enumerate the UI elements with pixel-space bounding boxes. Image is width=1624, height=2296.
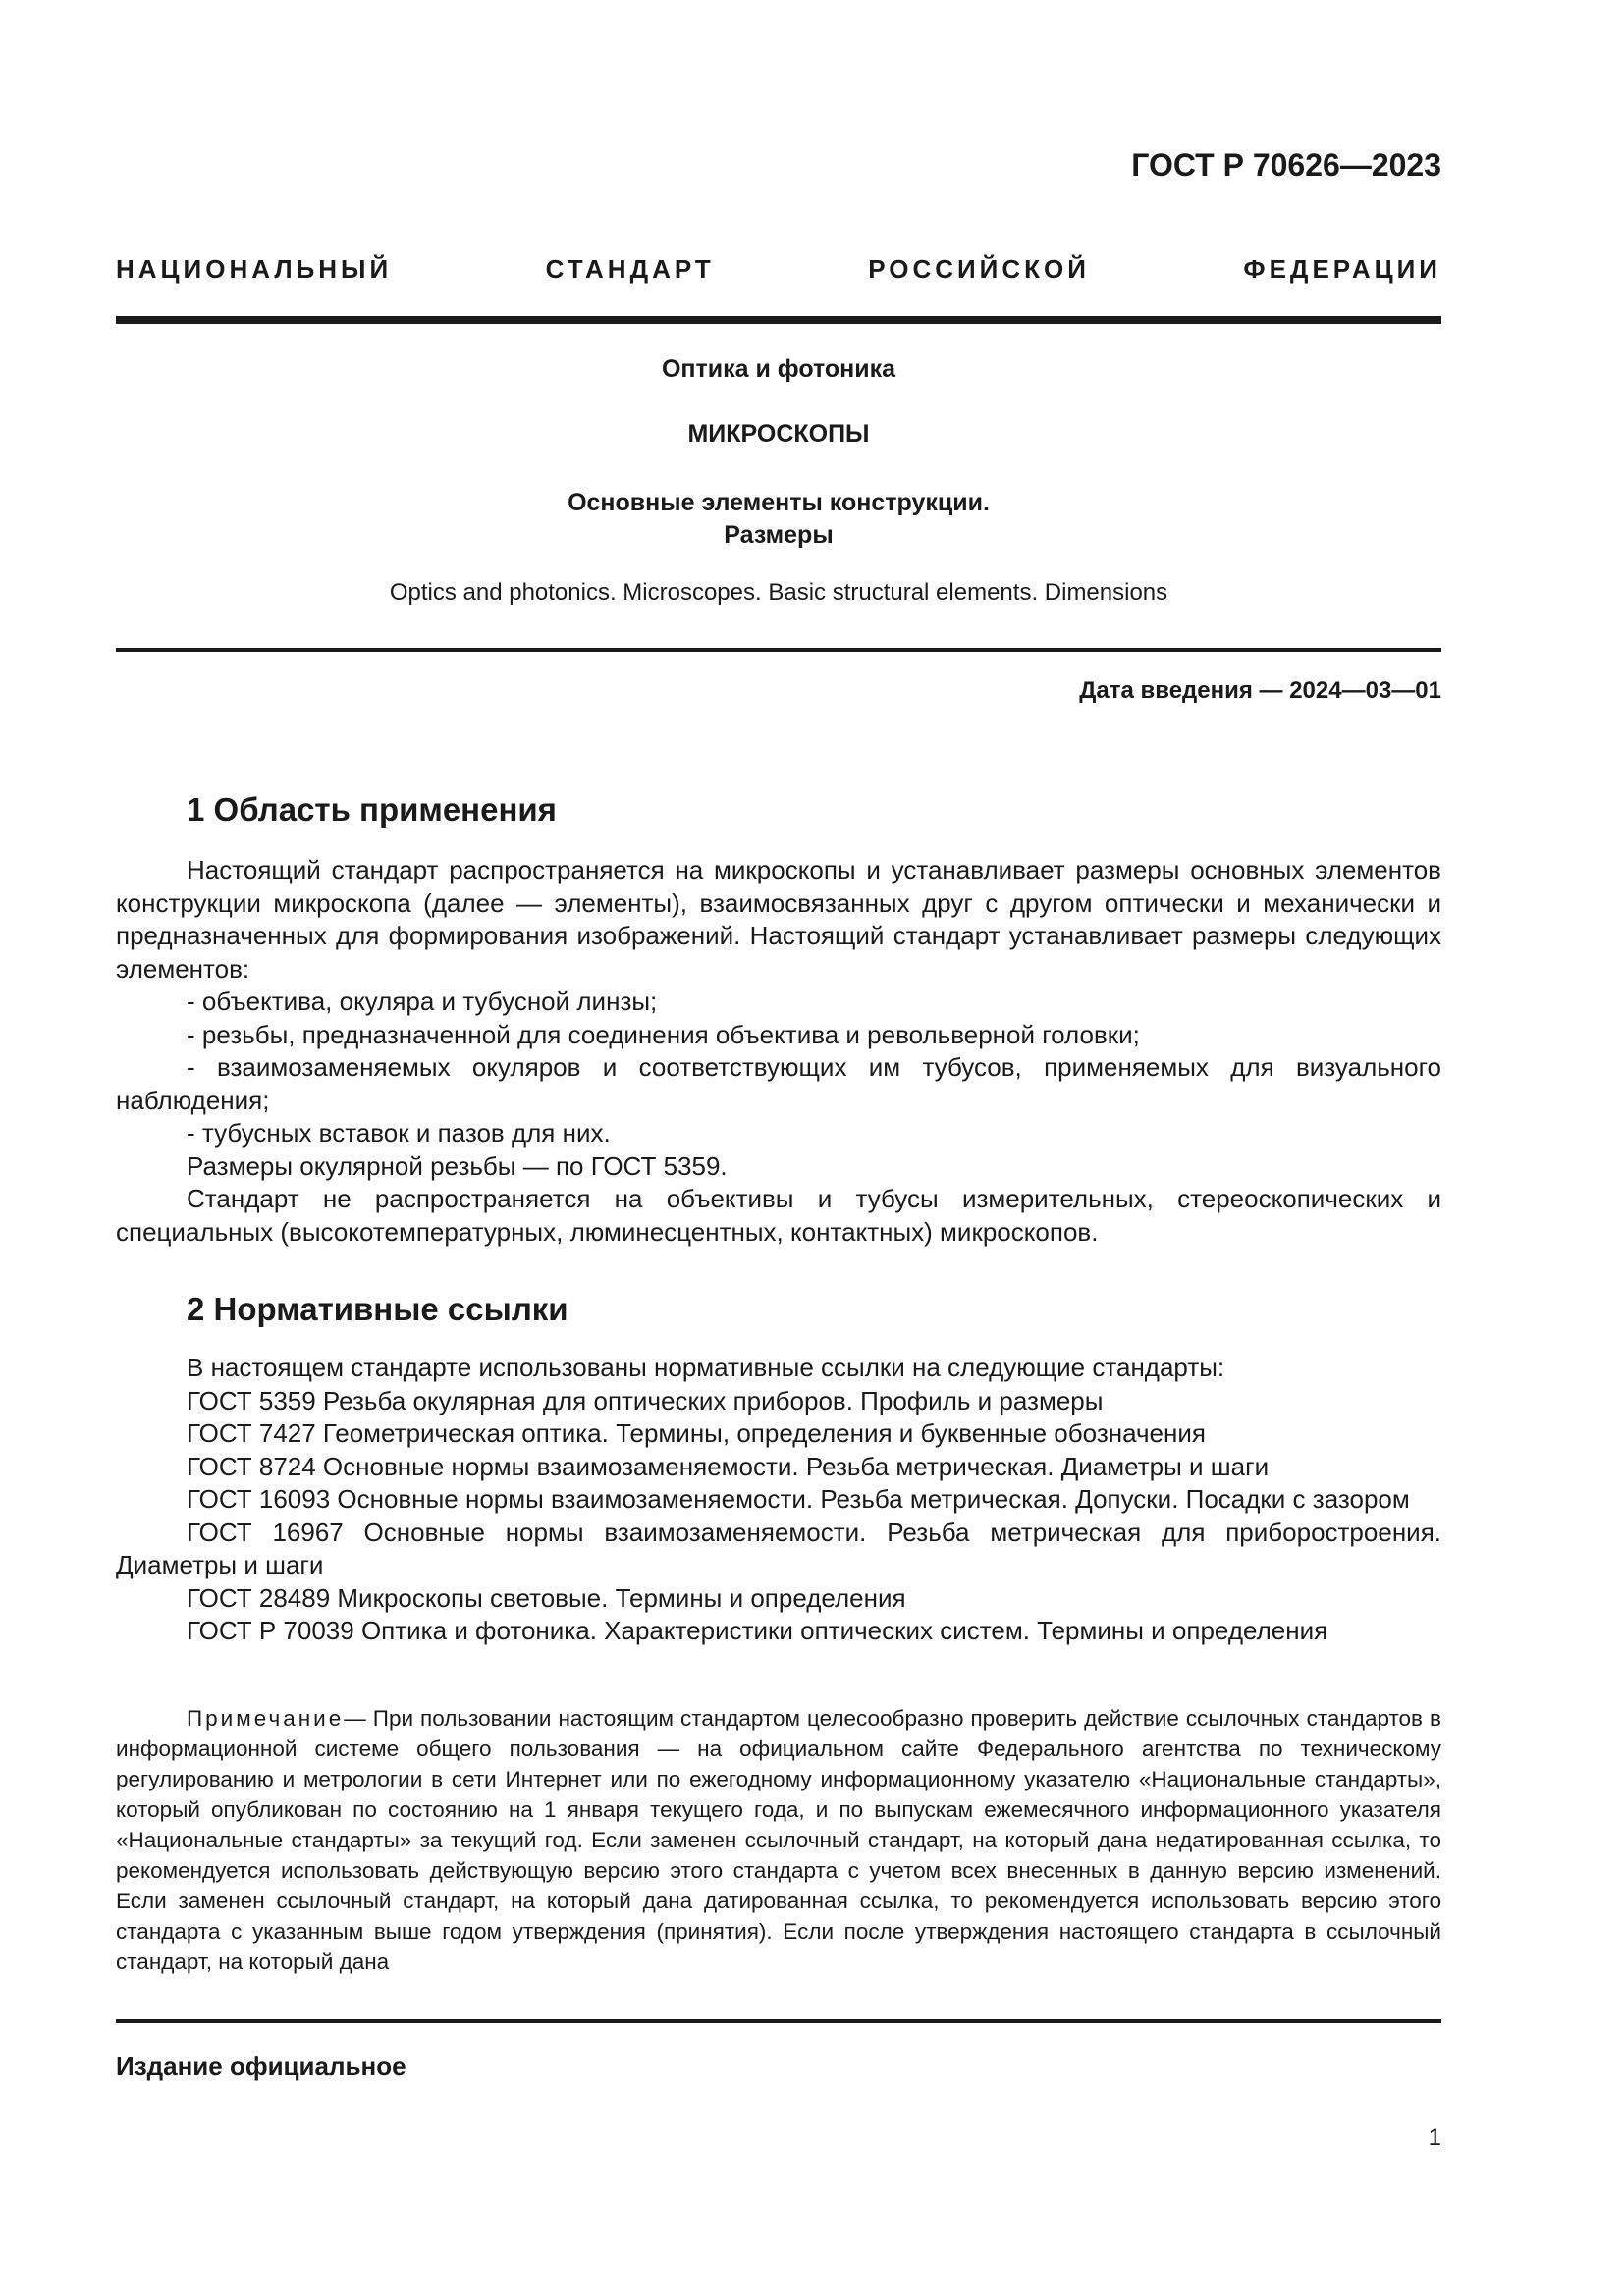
title-main: МИКРОСКОПЫ <box>687 420 870 448</box>
title-subtitle-line-2: Размеры <box>724 521 834 549</box>
reference-item: ГОСТ 28489 Микроскопы световые. Термины и определения <box>187 1582 906 1613</box>
section-1-body <box>116 854 1441 1249</box>
title-rule <box>116 648 1441 652</box>
scope-paragraph: Размеры окулярной резьбы — по ГОСТ 5359. <box>187 1150 728 1181</box>
section-2-heading: 2 Нормативные ссылки <box>187 1291 568 1327</box>
reference-item: ГОСТ 16967 Основные нормы взаимозаменяемости. Резьба метрическая для приборостроения. Диаметры и шаги <box>116 1517 1441 1579</box>
scope-list-item: - объектива, окуляра и тубусной линзы; <box>187 987 658 1016</box>
scope-list-item: - тубусных вставок и пазов для них. <box>187 1118 611 1148</box>
title-subtitle-line-1: Основные элементы конструкции. <box>568 489 990 516</box>
scope-paragraph: Настоящий стандарт распространяется на микроскопы и устанавливает размеры основных элементов конструкции микроскопа (далее — элементы), взаимосвязанных друг с другом оптически и механически и предназначенных для формирования изображений. Настоящий стандарт устанавливает размеры следующих элементов: <box>116 855 1441 984</box>
scope-paragraph: Стандарт не распространяется на объективы и тубусы измерительных, стереоскопических и специальных (высокотемпературных, люминесцентных, контактных) микроскопов. <box>116 1184 1441 1247</box>
national-standard-title: НАЦИОНАЛЬНЫЙ СТАНДАРТ РОССИЙСКОЙ ФЕДЕРАЦИИ <box>116 254 1441 284</box>
scope-list-item: - взаимозаменяемых окуляров и соответствующих им тубусов, применяемых для визуального наблюдения; <box>116 1052 1441 1115</box>
title-subtitle <box>116 487 1441 552</box>
references-intro: В настоящем стандарте использованы нормативные ссылки на следующие стандарты: <box>187 1353 1225 1382</box>
reference-item: ГОСТ 7427 Геометрическая оптика. Термины, определения и буквенные обозначения <box>187 1418 1206 1448</box>
official-edition-label: Издание официальное <box>116 2052 406 2081</box>
note-body: — При пользовании настоящим стандартом целесообразно проверить действие ссылочных стандартов в информационной системе общего пользования — на официальном сайте Федерального агентства по техническому регулированию и метрологии в сети Интернет или по ежегодному информационному указателю «Национальные стандарты», который опубликован по состоянию на 1 января текущего года, и по выпускам ежемесячного информационного указателя «Национальные стандарты» за текущий год. Если заменен ссылочный стандарт, на который дана недатированная ссылка, то рекомендуется использовать действующую версию этого стандарта с учетом всех внесенных в данную версию изменений. Если заменен ссылочный стандарт, на который дана датированная ссылка, то рекомендуется использовать версию этого стандарта с указанным выше годом утверждения (принятия). Если после утверждения настоящего стандарта в ссылочный стандарт, на который дана <box>116 1706 1441 1974</box>
scope-list-item: - резьбы, предназначенной для соединения объектива и револьверной головки; <box>187 1019 1140 1049</box>
reference-item: ГОСТ 8724 Основные нормы взаимозаменяемости. Резьба метрическая. Диаметры и шаги <box>187 1451 1270 1481</box>
document-number: ГОСТ Р 70626—2023 <box>1131 147 1441 183</box>
footer-rule <box>116 2019 1441 2023</box>
reference-item: ГОСТ 16093 Основные нормы взаимозаменяемости. Резьба метрическая. Допуски. Посадки с зазором <box>187 1484 1410 1514</box>
reference-item: ГОСТ Р 70039 Оптика и фотоника. Характеристики оптических систем. Термины и определения <box>187 1616 1328 1645</box>
page-number: 1 <box>1428 2124 1441 2151</box>
section-2-body <box>116 1352 1441 1648</box>
introduction-date: Дата введения — 2024—03—01 <box>1079 677 1441 704</box>
title-english: Optics and photonics. Microscopes. Basic structural elements. Dimensions <box>389 579 1168 606</box>
section-1-heading: 1 Область применения <box>187 791 557 828</box>
references-note <box>116 1703 1441 1977</box>
title-subject: Оптика и фотоника <box>661 355 896 383</box>
reference-item: ГОСТ 5359 Резьба окулярная для оптических приборов. Профиль и размеры <box>187 1385 1104 1415</box>
header-rule <box>116 316 1441 324</box>
note-label: Примечание <box>187 1706 345 1731</box>
